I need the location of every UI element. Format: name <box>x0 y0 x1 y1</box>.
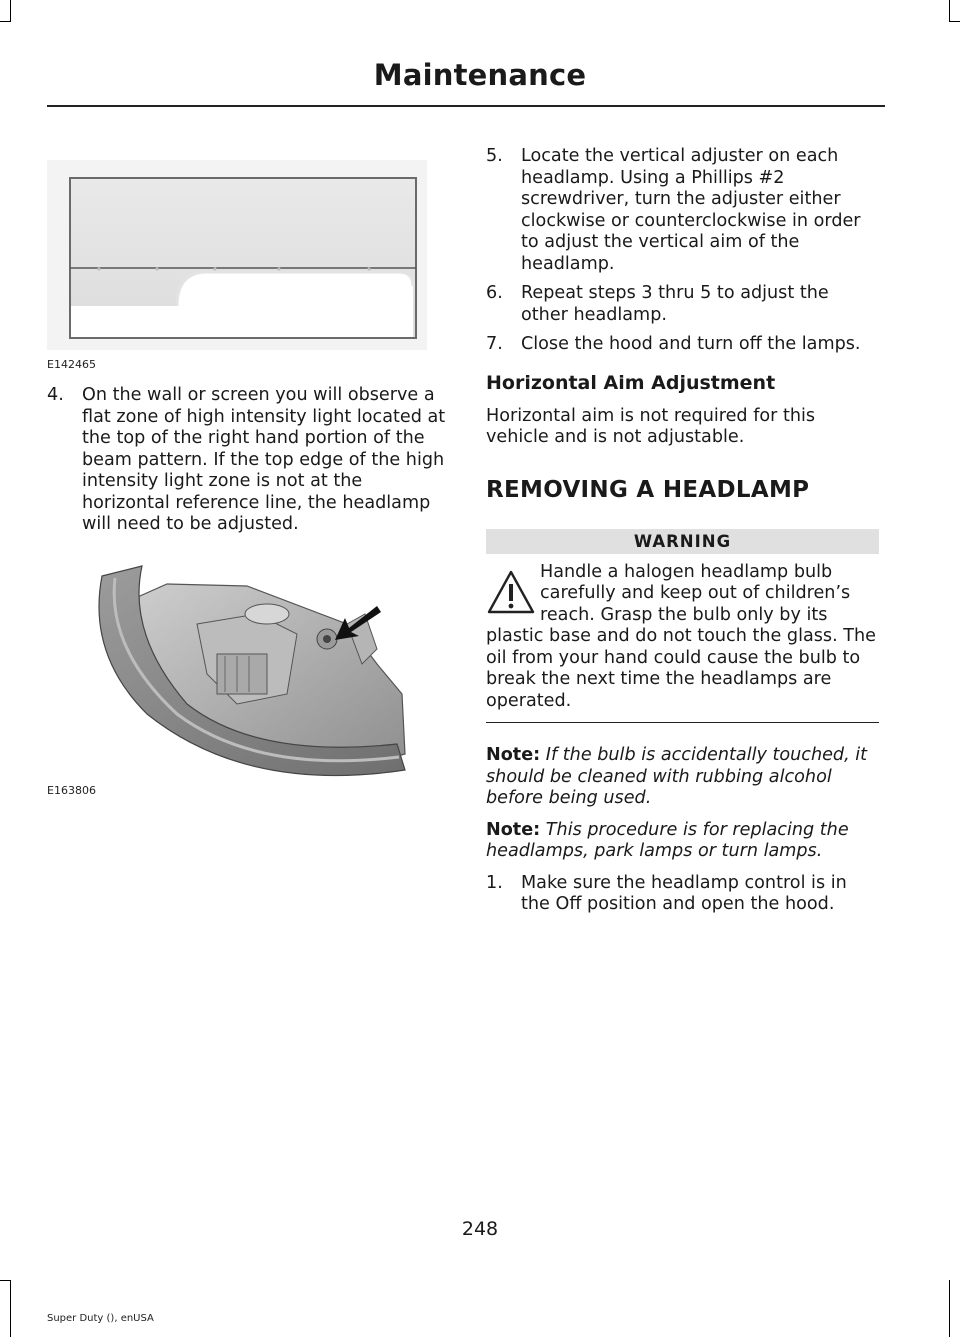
crop-mark-bottom-left-v <box>10 1280 11 1337</box>
note <box>486 745 879 810</box>
note-text: If the bulb is accidentally touched, it should be cleaned with rubbing alcohol before being used. <box>486 745 868 808</box>
figure-code: E163806 <box>47 783 96 797</box>
crop-mark-top-left-h <box>0 21 11 22</box>
section-heading: REMOVING A HEADLAMP <box>486 476 810 503</box>
page-title: Maintenance <box>373 58 587 92</box>
step-list-right <box>486 146 879 356</box>
list-item <box>486 873 879 916</box>
list-item <box>486 334 879 356</box>
horizontal-aim-heading: Horizontal Aim Adjustment <box>486 371 776 394</box>
step-list-removal <box>486 873 879 916</box>
note-text: This procedure is for replacing the headlamps, park lamps or turn lamps. <box>486 819 849 861</box>
warning-rule <box>486 722 879 723</box>
crop-mark-bottom-right-v <box>949 1280 950 1337</box>
document-info: Super Duty (), enUSA <box>47 1313 154 1324</box>
warning-label: WARNING <box>486 529 879 554</box>
step-text: Locate the vertical adjuster on each headlamp. Using a Phillips #2 screwdriver, turn the adjuster either clockwise or counterclockwise in order to adjust the vertical aim of the headlamp. <box>521 146 861 274</box>
figure-code: E142465 <box>47 358 96 371</box>
crop-mark-bottom-left-h <box>0 1280 11 1281</box>
warning-text: Handle a halogen headlamp bulb carefully and keep out of children’s reach. Grasp the bulb only by its plastic base and do not touch the glass. The oil from your hand could cause the bulb to break the next time the headlamps are operated. <box>486 561 876 711</box>
crop-mark-top-right-h <box>949 21 960 22</box>
page-number: 248 <box>461 1218 499 1240</box>
step-list-left <box>47 385 447 536</box>
list-item <box>47 385 447 536</box>
step-number: 7. <box>486 334 503 354</box>
step-number: 6. <box>486 283 503 303</box>
left-column <box>47 160 447 797</box>
crop-mark-top-right-v <box>949 0 950 22</box>
step-text: Make sure the headlamp control is in the Off position and open the hood. <box>521 872 847 914</box>
headlamp-figure <box>47 554 447 797</box>
note-label: Note: <box>486 819 541 840</box>
step-text: Repeat steps 3 thru 5 to adjust the other headlamp. <box>521 283 829 325</box>
list-item <box>486 146 879 275</box>
list-item <box>486 283 879 326</box>
note-label: Note: <box>486 745 541 765</box>
headlamp-illustration <box>47 554 427 786</box>
horizontal-aim-text: Horizontal aim is not required for this vehicle and is not adjustable. <box>486 405 816 447</box>
step-number: 1. <box>486 872 503 893</box>
warning-triangle-icon <box>486 568 536 618</box>
step-text: Close the hood and turn off the lamps. <box>521 334 861 354</box>
note <box>486 820 879 863</box>
right-column <box>486 146 879 924</box>
beam-pattern-illustration <box>47 160 427 350</box>
crop-mark-top-left-v <box>10 0 11 22</box>
step-text: On the wall or screen you will observe a flat zone of high intensity light located at the top of the right hand portion of the beam pattern. If the top edge of the high intensity light zone is not at the horizontal reference line, the headlamp will need to be adjusted. <box>82 385 446 534</box>
header-rule <box>47 105 885 107</box>
step-number: 5. <box>486 146 503 166</box>
beam-pattern-figure <box>47 160 447 371</box>
step-number: 4. <box>47 385 64 405</box>
warning-box <box>486 562 879 713</box>
